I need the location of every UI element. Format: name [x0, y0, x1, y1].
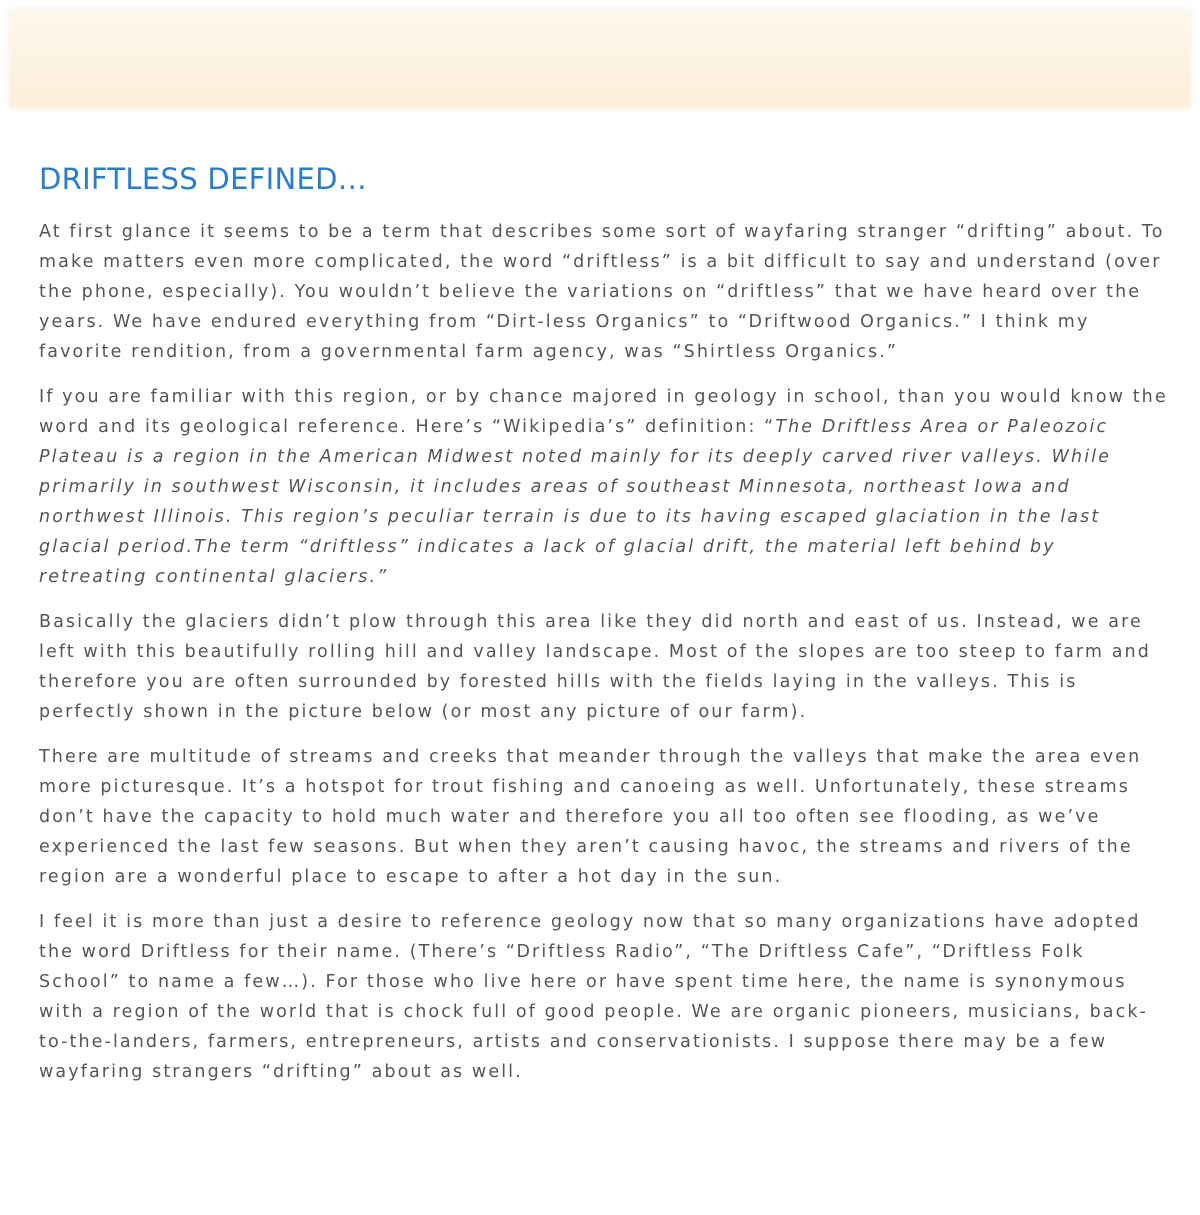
article-content	[39, 162, 1169, 1102]
paragraph-definition	[39, 382, 1169, 592]
header-banner	[10, 10, 1190, 108]
paragraph-intro: At first glance it seems to be a term that describes some sort of wayfaring stranger “drifting” about. To make matters even more complicated, the word “driftless” is a bit difficult to say and understand (over the phone, especially). You wouldn’t believe the variations on “driftless” that we have heard over the years. We have endured everything from “Dirt-less Organics” to “Driftwood Organics.” I think my favorite rendition, from a governmental farm agency, was “Shirtless Organics.”	[39, 221, 1165, 362]
definition-lead-text: If you are familiar with this region, or by chance majored in geology in school, than you would know the word and its geological reference. Here’s “Wikipedia’s” definition: “	[39, 386, 1168, 437]
wikipedia-quote: The Driftless Area or Paleozoic Plateau is a region in the American Midwest noted mainly for its deeply carved river valleys. While primarily in southwest Wisconsin, it includes areas of southeast Minnesota, northeast Iowa and northwest Illinois. This region’s peculiar terrain is due to its having escaped glaciation in the last glacial period.The term “driftless” indicates a lack of glacial drift, the material left behind by retreating continental glaciers.”	[39, 416, 1111, 587]
paragraph-community: I feel it is more than just a desire to reference geology now that so many organizations have adopted the word Driftless for their name. (There’s “Driftless Radio”, “The Driftless Cafe”, “Driftless Folk School” to name a few…). For those who live here or have spent time here, the name is synonymous with a region of the world that is chock full of good people. We are organic pioneers, musicians, back-to-the-landers, farmers, entrepreneurs, artists and conservationists. I suppose there may be a few wayfaring strangers “drifting” about as well.	[39, 911, 1148, 1082]
page-title: DRIFTLESS DEFINED…	[39, 162, 368, 196]
paragraph-landscape: Basically the glaciers didn’t plow through this area like they did north and east of us. Instead, we are left with this beautifully rolling hill and valley landscape. Most of the slopes are too steep to farm and therefore you are often surrounded by forested hills with the fields laying in the valleys. This is perfectly shown in the picture below (or most any picture of our farm).	[39, 611, 1151, 722]
paragraph-streams: There are multitude of streams and creeks that meander through the valleys that make the area even more picturesque. It’s a hotspot for trout fishing and canoeing as well. Unfortunately, these streams don’t have the capacity to hold much water and therefore you all too often see flooding, as we’ve experienced the last few seasons. But when they aren’t causing havoc, the streams and rivers of the region are a wonderful place to escape to after a hot day in the sun.	[39, 746, 1142, 887]
